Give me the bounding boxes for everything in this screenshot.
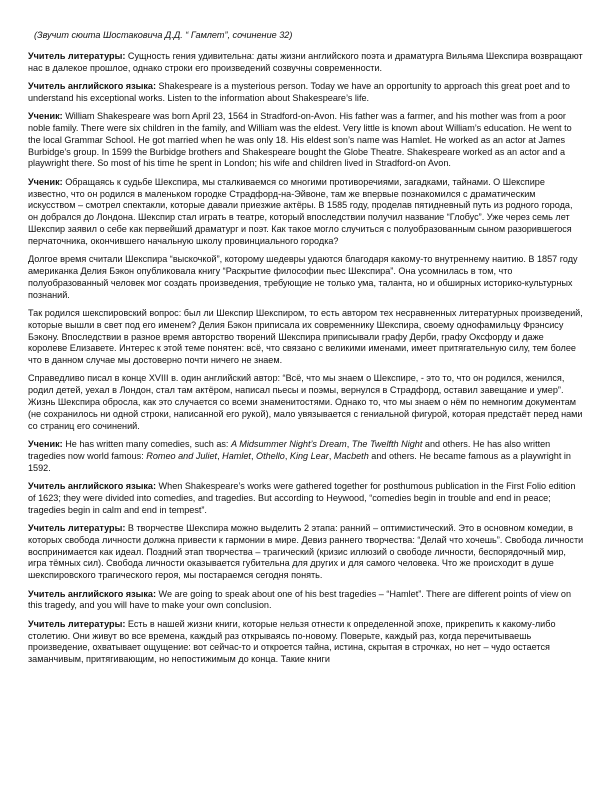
paragraph-text: When Shakespeare’s works were gathered together for posthumous publication in the First Folio edition of 1623; they were divided into comedies, and tragedies. But according to Heywood, “comedies begin in trouble and end in peace; tragedies begin in calm and end in tempest”. (28, 481, 576, 515)
work-title: King Lear (289, 450, 329, 461)
paragraph-5 (28, 254, 584, 301)
work-title: A Midsummer Night’s Dream (230, 439, 347, 450)
paragraph-text: Есть в нашей жизни книги, которые нельзя отнести к определенной эпохе, прикрепить к какому-либо столетию. Они живут во все времена, каждый раз открываясь по-новому. Поверьте, каждый раз, когда перечитываешь произведение, охватывает ощущение: вот сейчас-то и откроется тайна, истина, скрытая в строчках, но нет – чудо остается заманчивым, притягивающим, но непостижимым до конца. Такие книги (28, 618, 556, 665)
paragraph-text: В творчестве Шекспира можно выделить 2 этапа: ранний – оптимистический. Это в основном комедии, в которых свобода личности должна привести к гармонии в мире. Девиз раннего творчества: “Делай что хочешь”. Свобода личности воспринимается как идеал. Поздний этап творчества – трагический (кризис иллюзий о свободе личности, беспорядочный мир, игра тёмных сил). Свобода личности оказывается губительна для других и для самого человека. Что же происходит в душе шекспировского трагического героя, мы постараемся сегодня понять. (28, 523, 584, 581)
speaker-label: Учитель английского языка: (28, 80, 157, 91)
music-note (34, 30, 584, 42)
paragraph-text: and others. He became famous as a playwright in 1592. (28, 450, 571, 473)
paragraph-3 (28, 111, 584, 170)
speaker-label: Учитель литературы: (28, 523, 126, 534)
paragraph-12 (28, 619, 584, 666)
paragraph-7 (28, 373, 584, 432)
paragraph-text: Справедливо писал в конце XVIII в. один английский автор: “Всё, что мы знаем о Шекспире, - это то, что он родился, женился, родил детей, уехал в Лондон, стал там актёром, написал пьесы и поэмы, вернулся в Страдфорд, оставил завещание и умер”. Жизнь Шекспира обросла, как это случается со всеми знаменитостями. Однако то, что мы знаем о нём по немногим документам (не сохранилось ни одной строки, написанной его рукой), мало увязывается с гениальной фигурой, которая предстаёт перед нами со страниц его сочинений. (28, 373, 583, 431)
paragraph-11 (28, 589, 584, 613)
paragraph-10 (28, 523, 584, 582)
speaker-label: Учитель литературы: (28, 618, 126, 629)
paragraph-2 (28, 81, 584, 105)
speaker-label: Ученик: (28, 176, 63, 187)
paragraph-4 (28, 177, 584, 248)
paragraph-text: He has written many comedies, such as: (62, 439, 231, 450)
work-title: The Twelfth Night (351, 439, 423, 450)
note-text: Звучит сюита Шостаковича Д.Д. “ Гамлет”, сочинение 32 (37, 30, 290, 40)
speaker-label: Учитель английского языка: (28, 481, 157, 492)
paragraph-text: We are going to speak about one of his best tragedies – “Hamlet”. There are different points of view on this tragedy, and you will have to make your own conclusion. (28, 588, 572, 611)
paragraph-text: William Shakespeare was born April 23, 1564 in Stradford-on-Avon. His father was a farmer, and his mother was from a poor noble family. There were six children in the family, and William was the eldest. Very little is known about William’s education. He went to the local Grammar School. He got married when he was only 18. His eldest son’s name was Hamlet. He worked as an actor at James Burbidge’s group. In 1599 the Burbidge brothers and Shakespeare bought the Globe Theatre. Shakespeare worked as an actor and a playwright there. So most of his time he spent in London; his wife and children lived in Stradford-on Avon. (28, 111, 572, 169)
note-open-paren: ( (34, 30, 38, 40)
paragraph-8: Ученик: He has written many comedies, such as: A Midsummer Night’s Dream, The Twelfth Night and others. He has also written tragedies now world famous: Romeo and Juliet, Hamlet, Othello, King Lear, Macbeth and others. He became famous as a playwright in 1592. (28, 439, 571, 473)
note-close-paren: ) (289, 30, 293, 40)
work-title: Romeo and Juliet (146, 450, 218, 461)
paragraph-text: Shakespeare is a mysterious person. Today we have an opportunity to approach this great poet and to understand his exceptional works. Listen to the information about Shakespeare’s life. (28, 80, 570, 103)
paragraph-text: Сущность гения удивительна: даты жизни английского поэта и драматурга Вильяма Шекспира возвращают нас в далекое прошлое, однако строки его произведений созвучны современности. (28, 50, 583, 73)
paragraph-1 (28, 51, 584, 75)
speaker-label: Учитель английского языка: (28, 588, 157, 599)
speaker-label: Учитель литературы: (28, 50, 126, 61)
speaker-label: Ученик: (28, 439, 63, 450)
paragraph-text: Долгое время считали Шекспира “выскочкой”, которому шедевры удаются благодаря какому-то внутреннему наитию. В 1857 году американка Делия Бэкон опубликовала книгу “Раскрытие философии пьес Шекспира”. Она усомнилась в том, что полуобразованный человек мог создать произведения, требующие не только ума, таланта, но и обширных историко-культурных познаний. (28, 254, 578, 300)
paragraph-text: Так родился шекспировский вопрос: был ли Шекспир Шекспиром, то есть автором тех несравненных литературных произведений, которые вышли в свет под его именем? Делия Бэкон приписала их современнику Шекспира, своему однофамильцу Фрэнсису Бэкону. Впоследствии в разное время авторство творений Шекспира приписывали графу Дерби, графу Оксфорду и даже королеве Елизавете. Интерес к этой теме понятен: всё, что связано с великими именами, имеет притягательную силу, тем более что в данном случае мы достоверно почти ничего не знаем. (28, 307, 583, 366)
paragraph-text: and others. He has also written tragedies now world famous: (28, 439, 551, 461)
work-title: Macbeth (333, 450, 369, 461)
speaker-label: Ученик: (28, 111, 63, 122)
paragraph-9 (28, 481, 584, 516)
work-title: Othello (256, 450, 285, 461)
paragraph-6 (28, 308, 584, 367)
work-title: Hamlet (222, 450, 251, 461)
paragraph-text: Обращаясь к судьбе Шекспира, мы сталкиваемся со многими противоречиями, загадками, тайнами. О Шекспире известно, что он родился в маленьком городке Страдфорд-на-Эйвоне, там же впервые познакомился с драматическим искусством – смотрел спектакли, которые давали приезжие актёры. В 1585 году, проделав пятидневный путь из родного города, он добрался до Лондона. Шекспир стал играть в театре, который впоследствии получил название “Глобус”. Уже через семь лет Шекспир заявил о себе как первейший драматург и поэт. Как такое могло случиться с полуобразованным сыном разорившегося перчаточника, окончившего начальную школу провинциального городка? (28, 176, 573, 246)
